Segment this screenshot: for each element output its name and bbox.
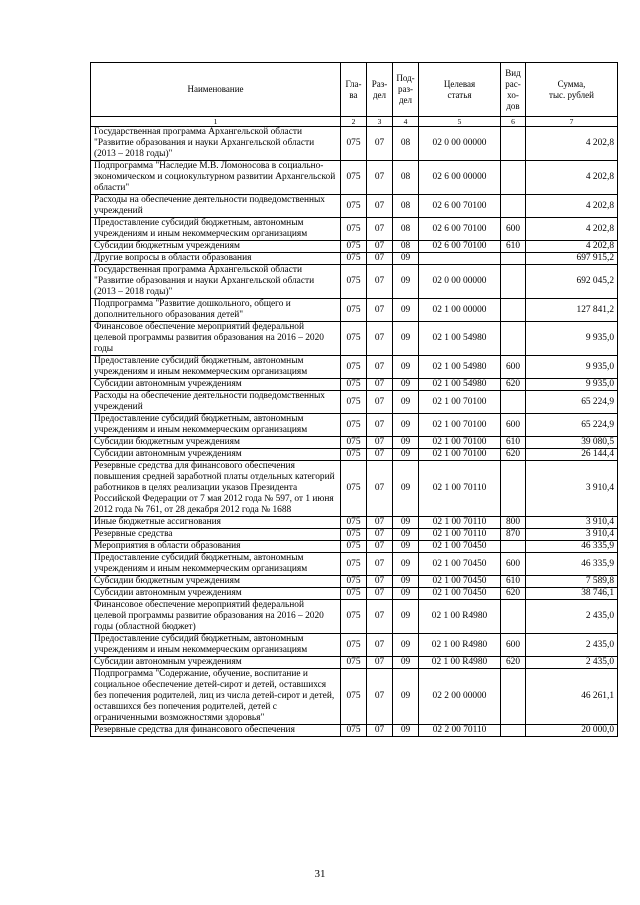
row-summa-cell: 4 202,8 [526, 161, 618, 195]
row-razdel-cell: 07 [367, 391, 393, 414]
row-glava-cell: 075 [341, 299, 367, 322]
row-celevaya-cell: 02 1 00 70100 [419, 391, 501, 414]
row-podrazdel-cell: 09 [393, 461, 419, 517]
row-name-cell: Субсидии бюджетным учреждениям [91, 437, 341, 449]
row-glava-cell: 075 [341, 195, 367, 218]
row-vid-cell: 870 [501, 529, 526, 541]
row-glava-cell: 075 [341, 379, 367, 391]
row-name-cell: Резервные средства для финансового обеспечения повышения средней заработной платы отдельных категорий работников в целях реализации указов Президента Российской Федерации от 7 мая 2012 года № 597, от 1 июня 2012 года № 761, от 28 декабря 2012 года № 1688 [91, 461, 341, 517]
row-podrazdel-cell: 09 [393, 449, 419, 461]
row-razdel-cell: 07 [367, 356, 393, 379]
row-glava-cell: 075 [341, 600, 367, 634]
row-celevaya-cell: 02 1 00 R4980 [419, 634, 501, 657]
table-row [91, 461, 618, 517]
row-celevaya-cell: 02 1 00 70100 [419, 437, 501, 449]
row-celevaya-cell: 02 1 00 54980 [419, 356, 501, 379]
header-vid-rashodov: Вид рас- хо- дов [501, 63, 526, 117]
row-vid-cell [501, 161, 526, 195]
row-name-cell: Субсидии бюджетным учреждениям [91, 576, 341, 588]
table-row [91, 449, 618, 461]
row-vid-cell: 600 [501, 553, 526, 576]
row-name-cell: Предоставление субсидий бюджетным, автономным учреждениям и иным некоммерческим организациям [91, 356, 341, 379]
row-razdel-cell: 07 [367, 529, 393, 541]
row-name-cell: Субсидии автономным учреждениям [91, 449, 341, 461]
row-vid-cell: 620 [501, 449, 526, 461]
index-cell: 2 [341, 117, 367, 127]
row-name-cell: Финансовое обеспечение мероприятий федеральной целевой программы развитие образования на 2016 – 2020 годы (областной бюджет) [91, 600, 341, 634]
row-summa-cell: 65 224,9 [526, 391, 618, 414]
row-summa-cell: 39 080,5 [526, 437, 618, 449]
table-row [91, 265, 618, 299]
row-razdel-cell: 07 [367, 195, 393, 218]
table-row [91, 414, 618, 437]
row-vid-cell: 600 [501, 414, 526, 437]
row-podrazdel-cell: 08 [393, 241, 419, 253]
row-vid-cell [501, 725, 526, 737]
row-podrazdel-cell: 09 [393, 588, 419, 600]
row-summa-cell: 3 910,4 [526, 529, 618, 541]
row-summa-cell: 20 000,0 [526, 725, 618, 737]
row-celevaya-cell: 02 1 00 70450 [419, 576, 501, 588]
row-razdel-cell: 07 [367, 541, 393, 553]
row-celevaya-cell: 02 1 00 70450 [419, 588, 501, 600]
table-row [91, 517, 618, 529]
table-row [91, 195, 618, 218]
row-summa-cell: 2 435,0 [526, 600, 618, 634]
row-celevaya-cell: 02 1 00 54980 [419, 379, 501, 391]
row-razdel-cell: 07 [367, 657, 393, 669]
row-celevaya-cell: 02 6 00 70100 [419, 241, 501, 253]
page-number: 31 [314, 868, 326, 880]
row-celevaya-cell: 02 1 00 70100 [419, 449, 501, 461]
row-name-cell: Расходы на обеспечение деятельности подведомственных учреждений [91, 195, 341, 218]
row-name-cell: Расходы на обеспечение деятельности подведомственных учреждений [91, 391, 341, 414]
row-podrazdel-cell: 09 [393, 634, 419, 657]
row-celevaya-cell: 02 2 00 70110 [419, 725, 501, 737]
table-row [91, 553, 618, 576]
row-celevaya-cell: 02 1 00 70110 [419, 461, 501, 517]
row-razdel-cell: 07 [367, 299, 393, 322]
table-row [91, 299, 618, 322]
row-razdel-cell: 07 [367, 600, 393, 634]
row-vid-cell [501, 127, 526, 161]
table-row [91, 437, 618, 449]
row-razdel-cell: 07 [367, 414, 393, 437]
row-name-cell: Подпрограмма "Развитие дошкольного, общего и дополнительного образования детей" [91, 299, 341, 322]
row-razdel-cell: 07 [367, 517, 393, 529]
row-razdel-cell: 07 [367, 669, 393, 725]
index-cell: 5 [419, 117, 501, 127]
table-row [91, 669, 618, 725]
table-row [91, 657, 618, 669]
row-podrazdel-cell: 09 [393, 253, 419, 265]
row-vid-cell: 620 [501, 657, 526, 669]
row-summa-cell: 2 435,0 [526, 634, 618, 657]
row-celevaya-cell: 02 2 00 00000 [419, 669, 501, 725]
row-name-cell: Государственная программа Архангельской области "Развитие образования и науки Архангельской области (2013 – 2018 годы)" [91, 127, 341, 161]
row-celevaya-cell: 02 1 00 54980 [419, 322, 501, 356]
table-row [91, 253, 618, 265]
row-vid-cell [501, 669, 526, 725]
row-summa-cell: 697 915,2 [526, 253, 618, 265]
row-vid-cell: 610 [501, 241, 526, 253]
row-summa-cell: 4 202,8 [526, 241, 618, 253]
row-vid-cell [501, 600, 526, 634]
row-celevaya-cell: 02 1 00 70450 [419, 553, 501, 576]
table-index-row [91, 117, 618, 127]
row-name-cell: Предоставление субсидий бюджетным, автономным учреждениям и иным некоммерческим организациям [91, 634, 341, 657]
header-podrazdel: Под- раз- дел [393, 63, 419, 117]
row-name-cell: Субсидии автономным учреждениям [91, 379, 341, 391]
table-header-row [91, 63, 618, 117]
header-celevaya-statya: Целевая статья [419, 63, 501, 117]
row-podrazdel-cell: 09 [393, 322, 419, 356]
row-podrazdel-cell: 08 [393, 127, 419, 161]
index-cell: 4 [393, 117, 419, 127]
row-podrazdel-cell: 09 [393, 529, 419, 541]
index-cell: 6 [501, 117, 526, 127]
row-summa-cell: 3 910,4 [526, 517, 618, 529]
row-glava-cell: 075 [341, 161, 367, 195]
row-summa-cell: 127 841,2 [526, 299, 618, 322]
row-name-cell: Государственная программа Архангельской области "Развитие образования и науки Архангельской области (2013 – 2018 годы)" [91, 265, 341, 299]
row-celevaya-cell: 02 6 00 70100 [419, 218, 501, 241]
table-row [91, 725, 618, 737]
row-summa-cell: 4 202,8 [526, 218, 618, 241]
row-razdel-cell: 07 [367, 725, 393, 737]
table-row [91, 529, 618, 541]
row-vid-cell [501, 541, 526, 553]
row-name-cell: Субсидии бюджетным учреждениям [91, 241, 341, 253]
table-row [91, 588, 618, 600]
row-celevaya-cell: 02 1 00 00000 [419, 299, 501, 322]
row-vid-cell: 600 [501, 634, 526, 657]
row-vid-cell [501, 391, 526, 414]
row-razdel-cell: 07 [367, 322, 393, 356]
row-glava-cell: 075 [341, 414, 367, 437]
row-name-cell: Подпрограмма "Содержание, обучение, воспитание и социальное обеспечение детей-сирот и детей, оставшихся без попечения родителей, лиц из числа детей-сирот и детей, оставшихся без попечения родителей, детей с ограниченными возможностями здоровья" [91, 669, 341, 725]
row-name-cell: Другие вопросы в области образования [91, 253, 341, 265]
row-glava-cell: 075 [341, 322, 367, 356]
row-razdel-cell: 07 [367, 218, 393, 241]
row-podrazdel-cell: 09 [393, 725, 419, 737]
row-glava-cell: 075 [341, 265, 367, 299]
row-vid-cell [501, 265, 526, 299]
row-glava-cell: 075 [341, 725, 367, 737]
row-celevaya-cell: 02 1 00 70100 [419, 414, 501, 437]
row-name-cell: Предоставление субсидий бюджетным, автономным учреждениям и иным некоммерческим организациям [91, 414, 341, 437]
row-podrazdel-cell: 09 [393, 437, 419, 449]
row-vid-cell [501, 195, 526, 218]
row-summa-cell: 692 045,2 [526, 265, 618, 299]
table-row [91, 379, 618, 391]
row-name-cell: Резервные средства для финансового обеспечения [91, 725, 341, 737]
row-summa-cell: 38 746,1 [526, 588, 618, 600]
header-summa: Сумма, тыс. рублей [526, 63, 618, 117]
table-row [91, 391, 618, 414]
row-podrazdel-cell: 09 [393, 517, 419, 529]
row-podrazdel-cell: 08 [393, 195, 419, 218]
row-celevaya-cell: 02 1 00 R4980 [419, 600, 501, 634]
row-glava-cell: 075 [341, 218, 367, 241]
row-podrazdel-cell: 09 [393, 600, 419, 634]
row-celevaya-cell: 02 1 00 70110 [419, 517, 501, 529]
row-razdel-cell: 07 [367, 253, 393, 265]
row-celevaya-cell: 02 1 00 70110 [419, 529, 501, 541]
index-cell: 7 [526, 117, 618, 127]
row-summa-cell: 65 224,9 [526, 414, 618, 437]
row-razdel-cell: 07 [367, 588, 393, 600]
header-name: Наименование [91, 63, 341, 117]
row-razdel-cell: 07 [367, 553, 393, 576]
table-row [91, 356, 618, 379]
row-glava-cell: 075 [341, 657, 367, 669]
row-summa-cell: 2 435,0 [526, 657, 618, 669]
row-celevaya-cell: 02 6 00 70100 [419, 195, 501, 218]
row-vid-cell: 800 [501, 517, 526, 529]
table-row [91, 241, 618, 253]
row-celevaya-cell [419, 253, 501, 265]
table-row [91, 600, 618, 634]
row-glava-cell: 075 [341, 553, 367, 576]
row-glava-cell: 075 [341, 529, 367, 541]
row-glava-cell: 075 [341, 391, 367, 414]
row-podrazdel-cell: 09 [393, 299, 419, 322]
index-cell: 3 [367, 117, 393, 127]
row-vid-cell: 620 [501, 379, 526, 391]
row-summa-cell: 4 202,8 [526, 195, 618, 218]
row-vid-cell: 620 [501, 588, 526, 600]
header-razdel: Раз- дел [367, 63, 393, 117]
row-razdel-cell: 07 [367, 127, 393, 161]
header-glava: Гла- ва [341, 63, 367, 117]
row-podrazdel-cell: 09 [393, 391, 419, 414]
row-podrazdel-cell: 08 [393, 161, 419, 195]
table-row [91, 322, 618, 356]
table-row [91, 541, 618, 553]
index-cell: 1 [91, 117, 341, 127]
row-summa-cell: 46 335,9 [526, 541, 618, 553]
table-row [91, 576, 618, 588]
row-name-cell: Предоставление субсидий бюджетным, автономным учреждениям и иным некоммерческим организациям [91, 553, 341, 576]
row-summa-cell: 46 335,9 [526, 553, 618, 576]
table-row [91, 218, 618, 241]
row-vid-cell [501, 299, 526, 322]
row-podrazdel-cell: 09 [393, 379, 419, 391]
row-glava-cell: 075 [341, 517, 367, 529]
row-razdel-cell: 07 [367, 379, 393, 391]
row-vid-cell: 600 [501, 218, 526, 241]
row-name-cell: Подпрограмма "Наследие М.В. Ломоносова в социально-экономическом и социокультурном развитии Архангельской области" [91, 161, 341, 195]
row-summa-cell: 9 935,0 [526, 379, 618, 391]
row-vid-cell: 600 [501, 356, 526, 379]
row-glava-cell: 075 [341, 669, 367, 725]
table-row [91, 127, 618, 161]
row-glava-cell: 075 [341, 576, 367, 588]
budget-table [90, 62, 618, 737]
budget-table-page [90, 62, 617, 737]
row-celevaya-cell: 02 6 00 00000 [419, 161, 501, 195]
row-podrazdel-cell: 09 [393, 553, 419, 576]
row-podrazdel-cell: 09 [393, 265, 419, 299]
row-name-cell: Мероприятия в области образования [91, 541, 341, 553]
row-vid-cell: 610 [501, 576, 526, 588]
row-podrazdel-cell: 08 [393, 218, 419, 241]
row-glava-cell: 075 [341, 634, 367, 657]
row-summa-cell: 9 935,0 [526, 356, 618, 379]
row-razdel-cell: 07 [367, 161, 393, 195]
row-name-cell: Предоставление субсидий бюджетным, автономным учреждениям и иным некоммерческим организациям [91, 218, 341, 241]
row-glava-cell: 075 [341, 449, 367, 461]
row-vid-cell [501, 461, 526, 517]
row-podrazdel-cell: 09 [393, 576, 419, 588]
table-body [91, 127, 618, 737]
row-razdel-cell: 07 [367, 437, 393, 449]
row-glava-cell: 075 [341, 241, 367, 253]
row-razdel-cell: 07 [367, 576, 393, 588]
row-name-cell: Финансовое обеспечение мероприятий федеральной целевой программы развития образования на 2016 – 2020 годы [91, 322, 341, 356]
row-podrazdel-cell: 09 [393, 356, 419, 379]
row-glava-cell: 075 [341, 356, 367, 379]
row-podrazdel-cell: 09 [393, 541, 419, 553]
row-summa-cell: 46 261,1 [526, 669, 618, 725]
row-celevaya-cell: 02 1 00 R4980 [419, 657, 501, 669]
row-podrazdel-cell: 09 [393, 414, 419, 437]
row-vid-cell [501, 322, 526, 356]
row-summa-cell: 4 202,8 [526, 127, 618, 161]
row-razdel-cell: 07 [367, 634, 393, 657]
row-glava-cell: 075 [341, 461, 367, 517]
row-razdel-cell: 07 [367, 449, 393, 461]
row-glava-cell: 075 [341, 588, 367, 600]
row-glava-cell: 075 [341, 127, 367, 161]
row-podrazdel-cell: 09 [393, 669, 419, 725]
row-name-cell: Субсидии автономным учреждениям [91, 588, 341, 600]
row-razdel-cell: 07 [367, 265, 393, 299]
row-celevaya-cell: 02 0 00 00000 [419, 127, 501, 161]
row-vid-cell: 610 [501, 437, 526, 449]
row-glava-cell: 075 [341, 253, 367, 265]
row-glava-cell: 075 [341, 541, 367, 553]
row-razdel-cell: 07 [367, 241, 393, 253]
row-name-cell: Субсидии автономным учреждениям [91, 657, 341, 669]
table-row [91, 161, 618, 195]
row-vid-cell [501, 253, 526, 265]
table-row [91, 634, 618, 657]
row-summa-cell: 26 144,4 [526, 449, 618, 461]
row-celevaya-cell: 02 0 00 00000 [419, 265, 501, 299]
row-glava-cell: 075 [341, 437, 367, 449]
row-razdel-cell: 07 [367, 461, 393, 517]
row-summa-cell: 3 910,4 [526, 461, 618, 517]
row-name-cell: Резервные средства [91, 529, 341, 541]
row-summa-cell: 9 935,0 [526, 322, 618, 356]
row-podrazdel-cell: 09 [393, 657, 419, 669]
row-name-cell: Иные бюджетные ассигнования [91, 517, 341, 529]
row-summa-cell: 7 589,8 [526, 576, 618, 588]
row-celevaya-cell: 02 1 00 70450 [419, 541, 501, 553]
